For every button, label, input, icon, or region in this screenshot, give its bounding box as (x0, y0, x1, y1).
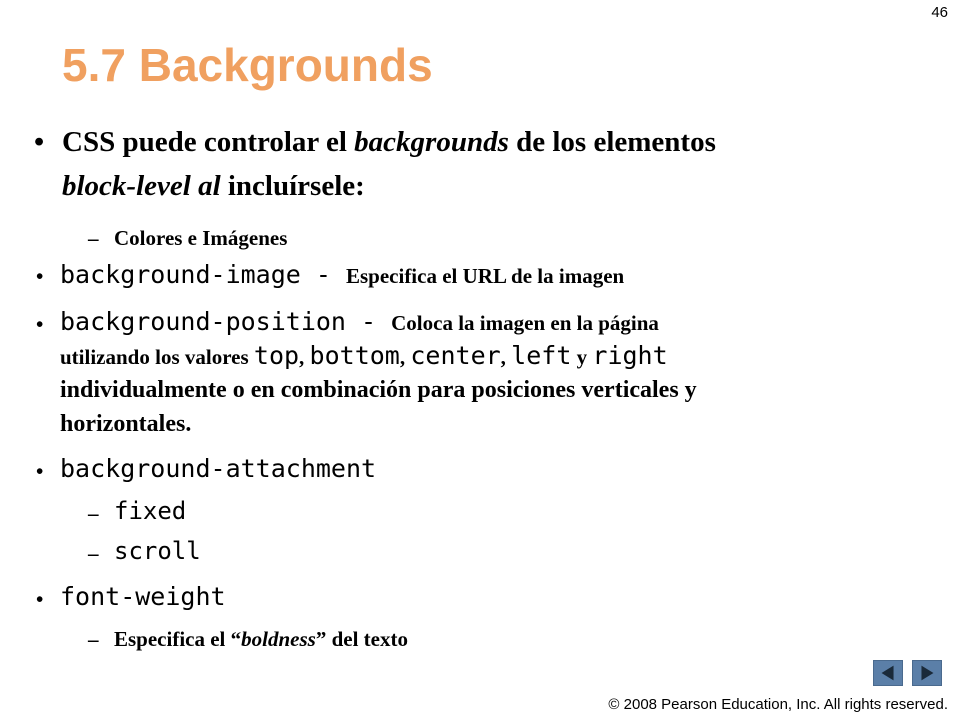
bg-position-text-2: utilizando los valores (60, 345, 254, 369)
page-number: 46 (931, 4, 948, 21)
comma: , (299, 345, 310, 369)
intro-italic-block-level: block-level al (62, 170, 221, 202)
dash: – (88, 627, 99, 651)
colores-imagenes-text: Colores e Imágenes (114, 226, 288, 250)
value-left: left (511, 341, 572, 370)
copyright-footer: © 2008 Pearson Education, Inc. All rights reserved. (608, 696, 948, 713)
boldness-text-2: ” del texto (315, 627, 408, 651)
intro-text-part1: CSS puede controlar el (62, 126, 355, 158)
bg-image-code: background-image - (60, 260, 346, 289)
next-slide-button[interactable] (912, 660, 942, 686)
dash: – (88, 226, 99, 250)
bg-position-code: background-position - (60, 307, 392, 336)
bg-attachment-code: background-attachment (60, 454, 377, 483)
value-center: center (410, 341, 501, 370)
bullet: • (36, 587, 44, 611)
bullet: • (36, 312, 44, 336)
intro-text-part3: incluírsele: (220, 170, 365, 202)
intro-line-1 (62, 126, 716, 159)
value-bottom: bottom (309, 341, 400, 370)
bg-position-text-1: Coloca la imagen en la página (391, 311, 659, 335)
bg-position-line-1 (60, 307, 659, 336)
dash: – (88, 541, 99, 565)
bg-image-text: Especifica el URL de la imagen (345, 264, 625, 288)
dash: – (88, 501, 99, 525)
intro-italic-backgrounds: backgrounds (354, 126, 509, 158)
comma: , (399, 345, 411, 369)
value-top: top (253, 341, 300, 370)
slide-title: 5.7 Backgrounds (62, 39, 433, 91)
boldness-text-1: Especifica el “ (114, 627, 242, 651)
bg-position-line-4: horizontales. (60, 411, 192, 437)
bullet: • (36, 264, 44, 288)
value-right: right (592, 341, 668, 370)
scroll-code: scroll (114, 537, 201, 565)
bg-image-line (60, 260, 624, 289)
comma: , (500, 345, 512, 369)
previous-slide-button[interactable] (873, 660, 903, 686)
intro-bullet: • (34, 126, 45, 158)
and-word: y (571, 345, 593, 369)
bg-position-line-3: individualmente o en combinación para posiciones verticales y (60, 377, 697, 403)
boldness-line (114, 627, 408, 652)
triangle-left-icon (874, 661, 902, 685)
intro-line-2 (62, 170, 365, 203)
bg-position-line-2 (60, 341, 668, 370)
fixed-code: fixed (114, 497, 187, 525)
font-weight-code: font-weight (60, 582, 226, 611)
boldness-italic: boldness (241, 627, 316, 651)
intro-text-part2: de los elementos (508, 126, 716, 158)
triangle-right-icon (913, 661, 941, 685)
bullet: • (36, 459, 44, 483)
